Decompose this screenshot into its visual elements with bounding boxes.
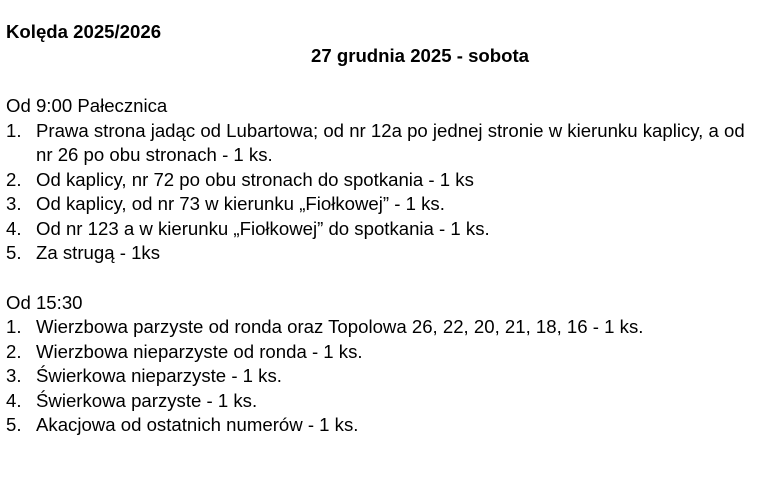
- item-number: 2.: [6, 340, 22, 362]
- item-text: Od kaplicy, nr 72 po obu stronach do spotkania - 1 ks: [36, 168, 474, 190]
- item-number: 5.: [6, 242, 22, 263]
- item-text: Akacjowa od ostatnich numerów - 1 ks.: [36, 414, 359, 435]
- list-item: [6, 241, 762, 266]
- item-text: Prawa strona jadąc od Lubartowa; od nr 12a po jednej stronie w kierunku kaplicy, a od nr 26 po obu stronach - 1 ks.: [36, 119, 745, 165]
- list-item: [6, 389, 762, 414]
- list-item: [6, 340, 762, 365]
- list-item: [6, 413, 762, 438]
- section-gap: [6, 266, 762, 291]
- item-number: 2.: [6, 168, 22, 190]
- document-title: Kolęda 2025/2026: [6, 21, 162, 42]
- item-number: 4.: [6, 389, 22, 411]
- section-morning: [6, 94, 762, 266]
- item-text: Wierzbowa nieparzyste od ronda - 1 ks.: [36, 340, 363, 362]
- section-afternoon: [6, 291, 762, 438]
- item-text: Od nr 123 a w kierunku „Fiołkowej” do spotkania - 1 ks.: [36, 217, 490, 239]
- list-item: [6, 119, 762, 168]
- item-text: Od kaplicy, od nr 73 w kierunku „Fiołkowej” - 1 ks.: [36, 193, 445, 214]
- item-text: Wierzbowa parzyste od ronda oraz Topolowa 26, 22, 20, 21, 18, 16 - 1 ks.: [36, 316, 644, 337]
- schedule-list: [6, 119, 762, 266]
- section-heading: Od 9:00 Pałecznica: [6, 95, 168, 116]
- list-item: [6, 315, 762, 340]
- section-heading: Od 15:30: [6, 291, 83, 313]
- item-text: Za strugą - 1ks: [36, 242, 161, 263]
- document-page: [6, 20, 762, 438]
- document-date: 27 grudnia 2025 - sobota: [311, 45, 530, 66]
- item-number: 4.: [6, 217, 22, 239]
- item-number: 1.: [6, 316, 22, 337]
- list-item: [6, 364, 762, 389]
- schedule-list: [6, 315, 762, 438]
- list-item: [6, 217, 762, 242]
- item-text: Świerkowa parzyste - 1 ks.: [36, 389, 258, 411]
- spacer: [6, 68, 762, 94]
- item-number: 3.: [6, 193, 22, 214]
- item-number: 5.: [6, 414, 22, 435]
- item-number: 1.: [6, 119, 22, 141]
- item-number: 3.: [6, 365, 22, 386]
- list-item: [6, 192, 762, 217]
- list-item: [6, 168, 762, 193]
- item-text: Świerkowa nieparzyste - 1 ks.: [36, 365, 282, 386]
